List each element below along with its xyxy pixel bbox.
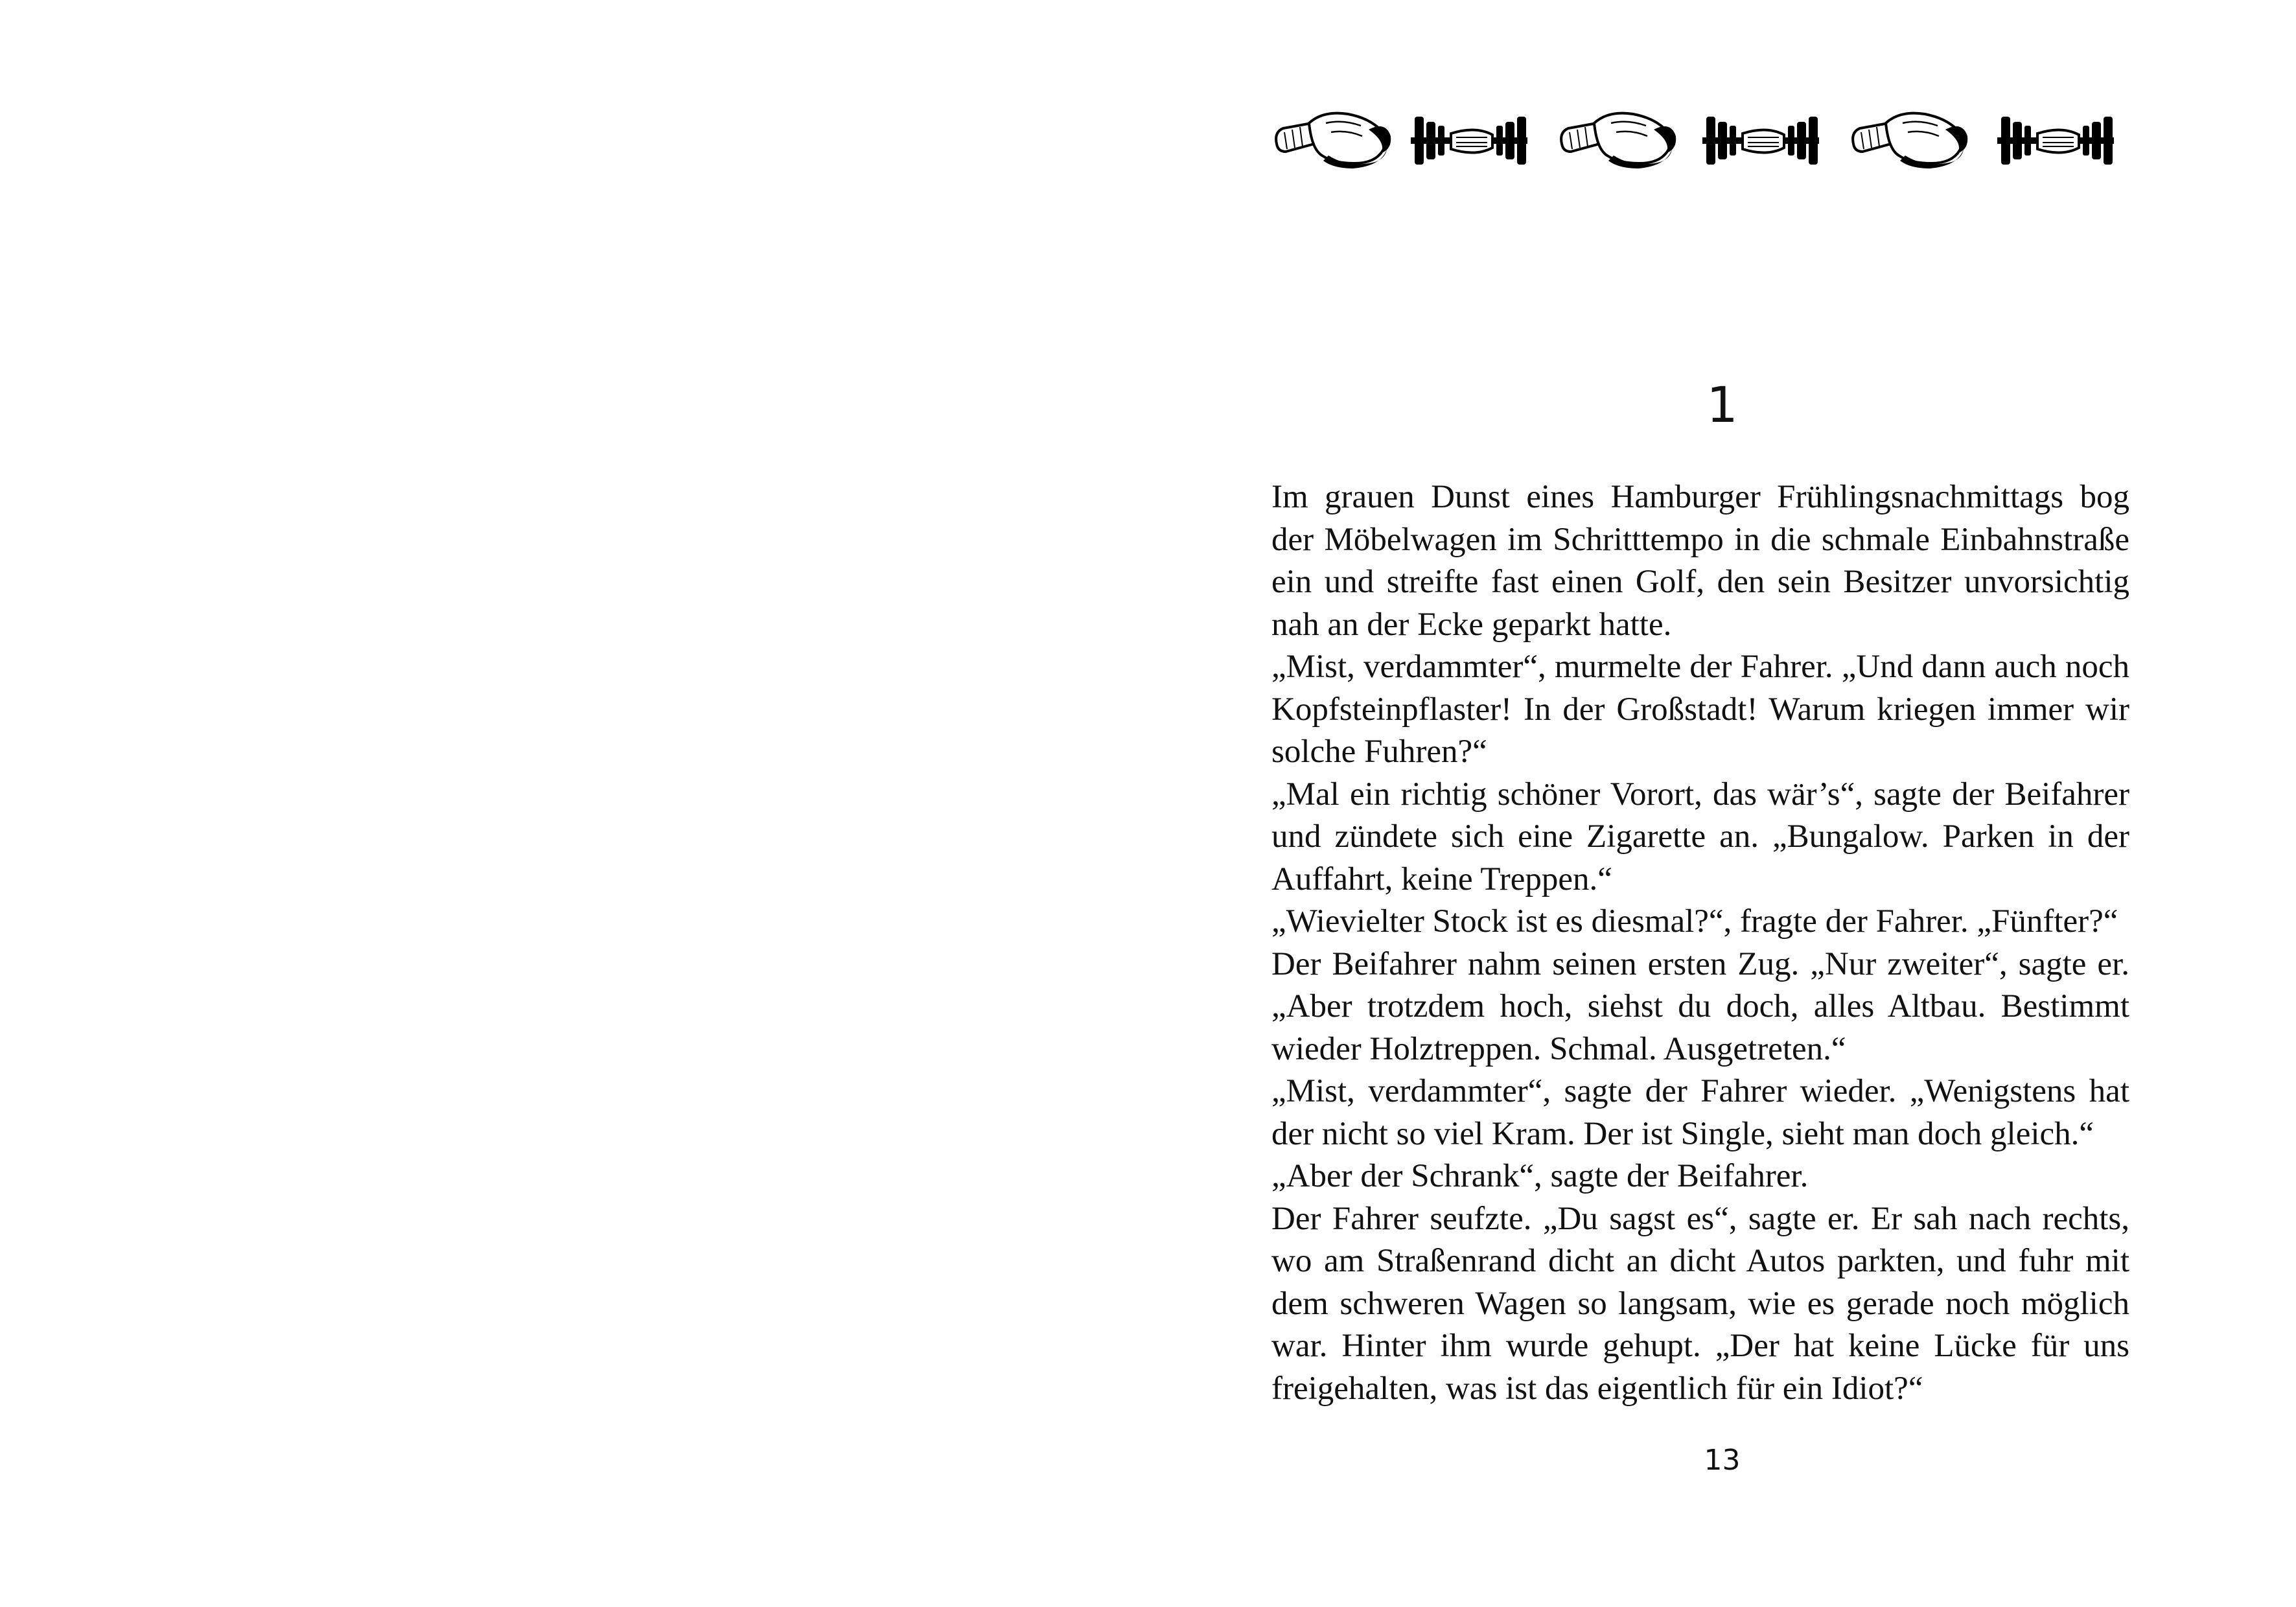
page-number: 13 <box>1704 1444 1741 1477</box>
body-text <box>1271 476 2129 1410</box>
barbell-icon <box>1411 117 1527 165</box>
barbell-icon <box>1702 117 1819 165</box>
chapter-ornament <box>1271 97 2127 181</box>
paragraph: „Mist, verdammter“, sagte der Fahrer wieder. „Wenigstens hat der nicht so viel Kram. Der ist Single, sieht man doch gleich.“ <box>1271 1073 2129 1152</box>
chapter-number: 1 <box>1706 376 1738 434</box>
paragraph: „Aber der Schrank“, sagte der Beifahrer. <box>1271 1158 1809 1194</box>
paragraph: Im grauen Dunst eines Hamburger Frühlingsnachmittags bog der Möbelwagen im Schritttempo in die schmale Einbahnstraße ein und streifte fast einen Golf, den sein Besitzer unvorsichtig nah an der Ecke geparkt hatte. <box>1271 479 2129 643</box>
barbell-icon <box>1997 117 2114 165</box>
right-page <box>1148 0 2296 1607</box>
shoe-icon <box>1276 113 1391 168</box>
paragraph: Der Beifahrer nahm seinen ersten Zug. „Nur zweiter“, sagte er. „Aber trotzdem hoch, siehst du doch, alles Altbau. Bestimmt wieder Holztreppen. Schmal. Ausgetreten.“ <box>1271 945 2129 1067</box>
paragraph: „Wievielter Stock ist es diesmal?“, fragte der Fahrer. „Fünfter?“ <box>1271 903 2118 940</box>
paragraph: „Mist, verdammter“, murmelte der Fahrer. „Und dann auch noch Kopfsteinpflaster! In der Großstadt! Warum kriegen immer wir solche Fuhren?“ <box>1271 649 2129 770</box>
shoe-icon <box>1561 113 1676 168</box>
paragraph: Der Fahrer seufzte. „Du sagst es“, sagte er. Er sah nach rechts, wo am Straßenrand dicht an dicht Autos parkten, und fuhr mit dem schweren Wagen so langsam, wie es gerade noch möglich war. Hinter ihm wurde gehupt. „Der hat keine Lücke für uns freigehalten, was ist das eigentlich für ein Idiot?“ <box>1271 1200 2129 1407</box>
paragraph: „Mal ein richtig schöner Vorort, das wär’s“, sagte der Beifahrer und zündete sich eine Zigarette an. „Bungalow. Parken in der Auffahrt, keine Treppen.“ <box>1271 776 2129 897</box>
shoe-icon <box>1853 113 1967 168</box>
